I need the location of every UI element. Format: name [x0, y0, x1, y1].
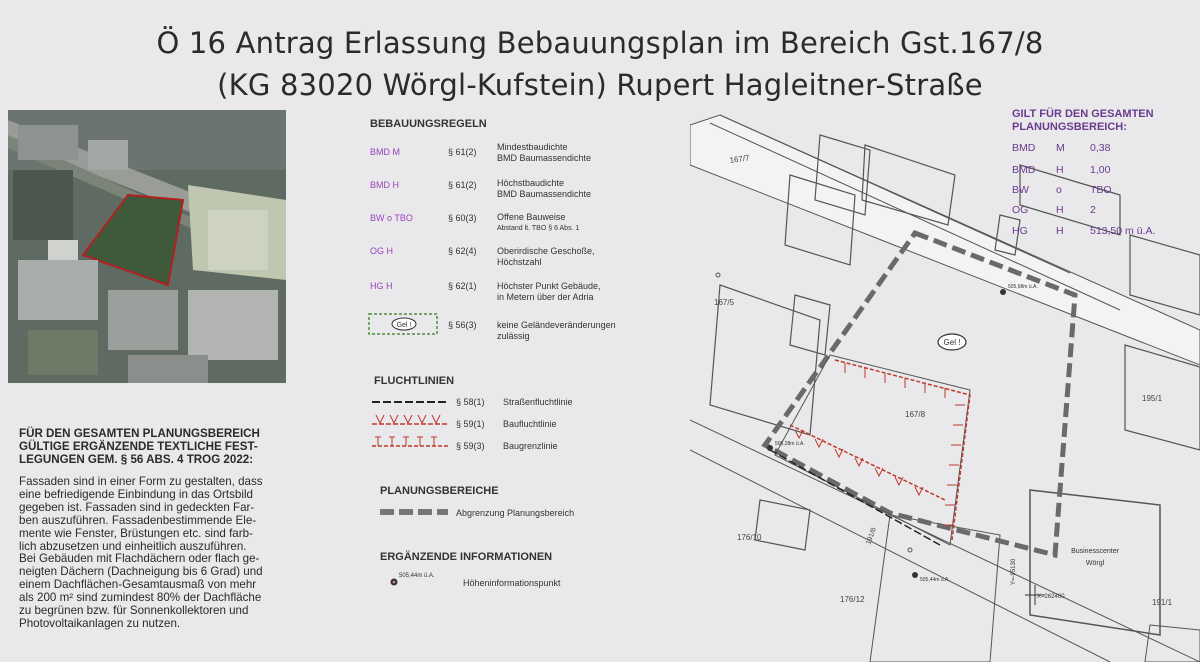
gilt-code: H	[1056, 225, 1064, 237]
map-parcel-label: 167/5	[714, 298, 735, 307]
fluchtlinie-paragraph: § 59(1)	[456, 419, 485, 429]
planungsbereich-text: Abgrenzung Planungsbereich	[456, 508, 575, 518]
gilt-code: M	[1056, 142, 1065, 154]
rule-text: BMD Baumassendichte	[497, 153, 592, 163]
textlich-body-line: als 200 m² sind zumindest 80% der Dachfläche	[19, 591, 262, 605]
rule-code: BMD M	[370, 147, 400, 157]
gel-symbol-label: Gel !	[396, 322, 412, 329]
textlich-body-line: gegeben ist. Fassaden sind in gedeckten Far-	[19, 500, 255, 514]
map-parcel-label: 195/1	[1142, 394, 1163, 403]
gilt-code: BMD	[1012, 142, 1036, 154]
gilt-heading-line: PLANUNGSBEREICH:	[1012, 121, 1127, 133]
heading-bebauungsregeln: BEBAUUNGSREGELN	[370, 118, 487, 130]
rule-paragraph: § 60(3)	[448, 213, 477, 223]
textlich-body-line: Photovoltaikanlagen zu nutzen.	[19, 616, 181, 630]
rule-code: BW o TBO	[370, 213, 413, 223]
map-parcel-label: 191/1	[1152, 598, 1173, 607]
map-parcel-label: 176/10	[737, 533, 762, 542]
textlich-body-line: zu begrünen bzw. für Sonnenkollektoren und	[19, 604, 249, 618]
heading-fluchtlinien: FLUCHTLINIEN	[374, 375, 455, 387]
gilt-value: 1,00	[1090, 164, 1111, 176]
gilt-value: TBO	[1090, 184, 1112, 196]
rule-text: Oberirdische Geschoße,	[497, 246, 595, 256]
map-gel-label: Gel !	[943, 338, 961, 347]
fluchtlinie-text: Baugrenzlinie	[503, 441, 558, 451]
rule-paragraph: § 62(1)	[448, 281, 477, 291]
rule-text: Höchstbaudichte	[497, 178, 565, 188]
rule-text: keine Geländeveränderungen	[497, 320, 616, 330]
gilt-code: BW	[1012, 184, 1029, 196]
site-plan-map	[690, 105, 1200, 662]
rule-paragraph: § 56(3)	[448, 320, 477, 330]
textlich-body-line: ben auszuführen. Fassadenbestimmende Ele-	[19, 513, 257, 527]
map-height-1: 505,68m ü.A.	[1008, 284, 1038, 290]
textlich-heading-line: LEGUNGEN GEM. § 56 ABS. 4 TROG 2022:	[19, 452, 254, 466]
fluchtlinie-paragraph: § 59(3)	[456, 441, 485, 451]
fluchtlinie-text: Straßenfluchtlinie	[503, 397, 573, 407]
textlich-heading-line: FÜR DEN GESAMTEN PLANUNGSBEREICH	[19, 427, 260, 440]
textlich-body-line: eine befriedigende Einbindung in das Ortsbild	[19, 487, 253, 501]
gilt-code: H	[1056, 204, 1064, 216]
map-parcel-label: 176/12	[840, 595, 865, 604]
gilt-value: 2	[1090, 204, 1096, 216]
gilt-heading-line: GILT FÜR DEN GESAMTEN	[1012, 108, 1154, 120]
heading-planungsbereiche: PLANUNGSBEREICHE	[380, 485, 499, 497]
textlich-body-line: neigten Dächern (Dachneigung bis 6 Grad) und	[19, 565, 263, 579]
gilt-code: BMD	[1012, 164, 1036, 176]
textlich-body	[19, 476, 291, 631]
rule-text: Höchstzahl	[497, 257, 542, 267]
rule-text: in Metern über der Adria	[497, 292, 594, 302]
rule-paragraph: § 62(4)	[448, 246, 477, 256]
fluchtlinie-paragraph: § 58(1)	[456, 397, 485, 407]
textlich-heading	[19, 428, 291, 467]
rule-text: BMD Baumassendichte	[497, 189, 592, 199]
map-coord-x: X=262400	[1037, 594, 1065, 600]
gilt-heading	[1012, 108, 1154, 134]
rule-code: HG H	[370, 281, 393, 291]
gilt-value: 513,50 m ü.A.	[1090, 225, 1156, 237]
textlich-body-line: lich abzusetzen und einheitlich auszuführen.	[19, 539, 247, 553]
rule-code: BMD H	[370, 180, 399, 190]
page-title-line-2: (KG 83020 Wörgl-Kufstein) Rupert Hagleitner-Straße	[217, 68, 983, 102]
fluchtlinie-text: Baufluchtlinie	[503, 419, 557, 429]
rule-text: Abstand lt. TBO § 6 Abs. 1	[497, 225, 580, 232]
textlich-body-line: einem Dachflächen-Gesamtausmaß von mehr	[19, 578, 257, 592]
planungsbereich-symbol	[378, 506, 450, 518]
map-parcel-label: 167/8	[905, 410, 926, 419]
page-title-line-1: Ö 16 Antrag Erlassung Bebauungsplan im Bereich Gst.167/8	[156, 26, 1044, 60]
gilt-value: 0,38	[1090, 142, 1111, 154]
textlich-body-line: Bei Gebäuden mit Flachdächern oder flach ge-	[19, 552, 260, 566]
map-parcel-label: 191/8	[865, 526, 878, 546]
gilt-code: OG	[1012, 204, 1029, 216]
fluchtlinien-symbols	[370, 395, 450, 455]
textlich-body-line: mente wie Fenster, Brüstungen etc. sind farb-	[19, 526, 253, 540]
textlich-body-line: Fassaden sind in einer Form zu gestalten, dass	[19, 475, 263, 488]
textlich-heading-line: GÜLTIGE ERGÄNZENDE TEXTLICHE FEST-	[19, 439, 258, 453]
gel-symbol	[368, 313, 438, 335]
map-coord-y: Y=-95130	[1011, 558, 1017, 585]
rule-text: Mindestbaudichte	[497, 142, 568, 152]
map-parcel-label: 167/7	[729, 153, 751, 165]
map-building-label: Businesscenter	[1071, 548, 1119, 555]
gilt-code: H	[1056, 164, 1064, 176]
map-building-label: Wörgl	[1085, 560, 1105, 567]
rule-code: OG H	[370, 246, 394, 256]
aerial-photo	[8, 110, 286, 383]
hoehenpunkt-text: Höheninformationspunkt	[463, 578, 561, 588]
heading-informationen: ERGÄNZENDE INFORMATIONEN	[380, 551, 553, 563]
map-height-2: 505,28m ü.A.	[775, 441, 805, 447]
gilt-code: HG	[1012, 225, 1028, 237]
rule-paragraph: § 61(2)	[448, 147, 477, 157]
rule-text: Offene Bauweise	[497, 212, 566, 222]
gilt-code: o	[1056, 184, 1062, 196]
rule-paragraph: § 61(2)	[448, 180, 477, 190]
rule-text: zulässig	[497, 331, 530, 341]
map-height-3: 505,44m ü.A.	[920, 577, 950, 583]
rule-text: Höchster Punkt Gebäude,	[497, 281, 601, 291]
hoehenpunkt-value: 505,44m ü.A.	[399, 573, 435, 579]
